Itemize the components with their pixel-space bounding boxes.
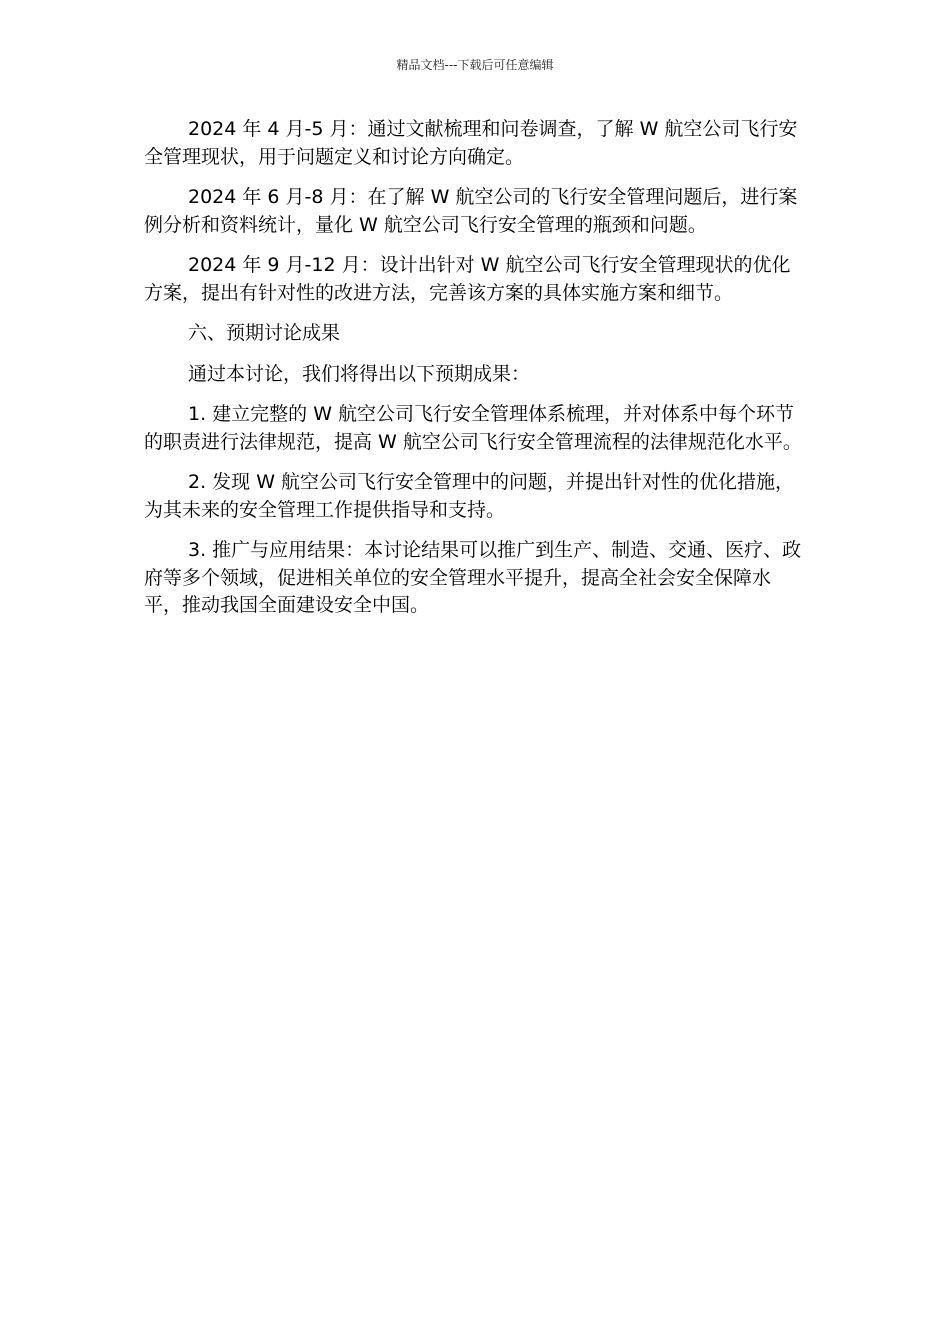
document-body	[144, 116, 808, 633]
expected-result-2: 2. 发现 W 航空公司飞行安全管理中的问题，并提出针对性的优化措施，为其未来的安全管理工作提供指导和支持。	[144, 471, 795, 521]
timeline-apr-may: 2024 年 4 月-5 月：通过文献梳理和问卷调查，了解 W 航空公司飞行安全管理现状，用于问题定义和讨论方向确定。	[144, 118, 798, 168]
page-header: 精品文档---下载后可任意编辑	[396, 58, 554, 72]
expected-result-1: 1. 建立完整的 W 航空公司飞行安全管理体系梳理，并对体系中每个环节的职责进行法律规范，提高 W 航空公司飞行安全管理流程的法律规范化水平。	[144, 403, 802, 453]
expected-results-intro: 通过本讨论，我们将得出以下预期成果：	[188, 362, 531, 385]
timeline-sep-dec: 2024 年 9 月-12 月：设计出针对 W 航空公司飞行安全管理现状的优化方案，提出有针对性的改进方法，完善该方案的具体实施方案和细节。	[144, 254, 791, 304]
expected-result-3: 3. 推广与应用结果：本讨论结果可以推广到生产、制造、交通、医疗、政府等多个领域，促进相关单位的安全管理水平提升，提高全社会安全保障水平，推动我国全面建设安全中国。	[144, 539, 802, 616]
timeline-jun-aug: 2024 年 6 月-8 月：在了解 W 航空公司的飞行安全管理问题后，进行案例分析和资料统计，量化 W 航空公司飞行安全管理的瓶颈和问题。	[144, 186, 798, 236]
section-heading-expected-results: 六、预期讨论成果	[188, 322, 341, 344]
